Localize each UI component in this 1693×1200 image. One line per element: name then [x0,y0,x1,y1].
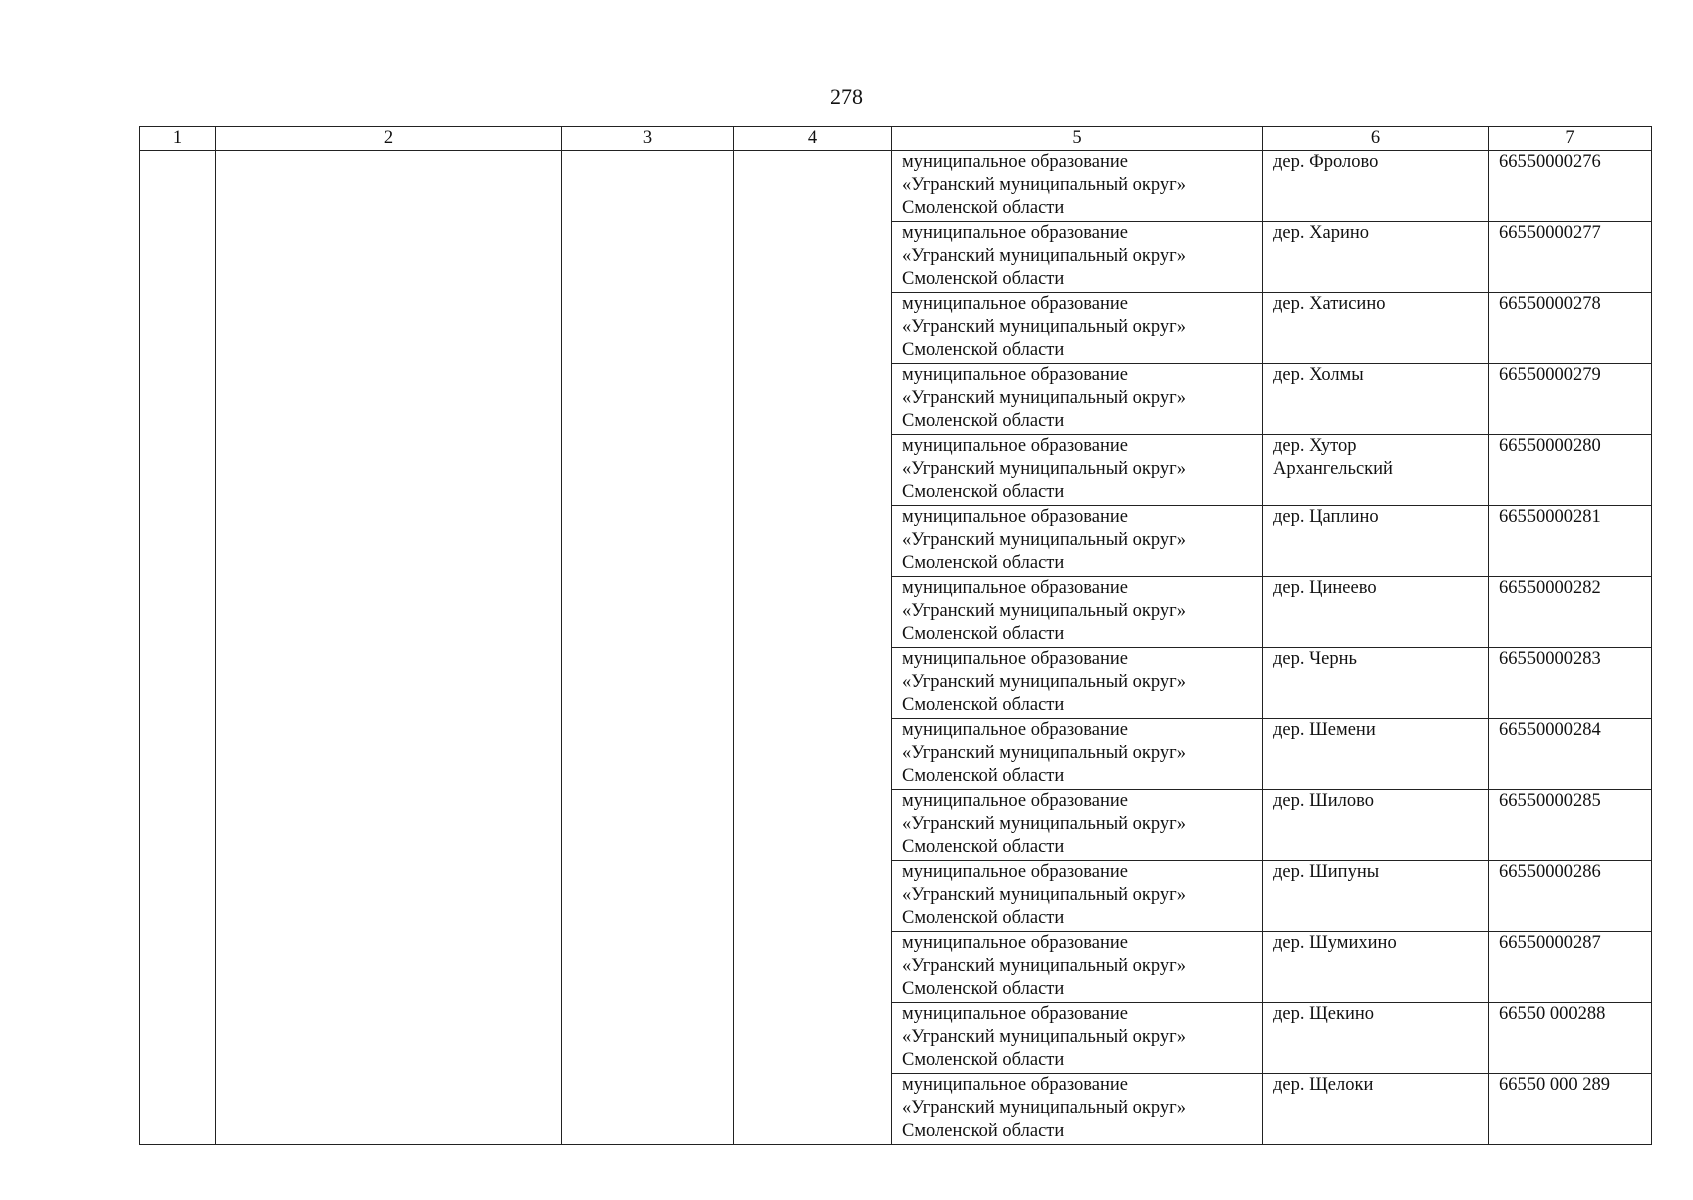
column-1-cell [140,151,216,1145]
municipal-entity-line: «Угранский муниципальный округ» [902,1098,1186,1118]
locality-cell [1263,648,1489,719]
oktmo-code-cell [1489,790,1652,861]
page-number: 278 [830,84,863,109]
locality-line: дер. Шемени [1273,720,1376,740]
table-body [140,151,1652,1145]
locality-line: дер. Щелоки [1273,1075,1374,1095]
municipal-entity-line: муниципальное образование [902,294,1129,314]
oktmo-code: 66550000276 [1499,152,1601,172]
locality-cell [1263,435,1489,506]
municipal-entity-line: Смоленской области [902,766,1065,786]
municipal-entity-cell [892,364,1263,435]
oktmo-code: 66550000281 [1499,507,1601,527]
municipal-entity-line: муниципальное образование [902,649,1129,669]
municipal-entity-line: муниципальное образование [902,933,1129,953]
municipal-entity-line: «Угранский муниципальный округ» [902,1027,1186,1047]
oktmo-code-cell [1489,506,1652,577]
locality-line: дер. Цинеево [1273,578,1377,598]
municipal-entity-line: Смоленской области [902,482,1065,502]
municipal-entity-line: Смоленской области [902,695,1065,715]
municipal-entity-cell [892,790,1263,861]
locality-cell [1263,790,1489,861]
oktmo-code: 66550000279 [1499,365,1601,385]
locality-line: дер. Холмы [1273,365,1364,385]
locality-cell [1263,577,1489,648]
locality-line: дер. Хутор [1273,436,1357,456]
oktmo-code: 66550000284 [1499,720,1601,740]
locality-cell [1263,506,1489,577]
municipal-entity-line: муниципальное образование [902,507,1129,527]
oktmo-code-cell [1489,1003,1652,1074]
municipal-entity-line: «Угранский муниципальный округ» [902,601,1186,621]
municipal-entity-line: «Угранский муниципальный округ» [902,175,1186,195]
oktmo-code: 66550000278 [1499,294,1601,314]
column-header: 3 [562,127,734,151]
column-header: 2 [216,127,562,151]
municipal-entity-line: муниципальное образование [902,152,1129,172]
locality-line: Архангельский [1273,459,1393,479]
municipal-entity-line: муниципальное образование [902,365,1129,385]
municipal-entity-cell [892,435,1263,506]
locality-cell [1263,222,1489,293]
locality-cell [1263,861,1489,932]
oktmo-code: 66550000285 [1499,791,1601,811]
municipal-entity-line: «Угранский муниципальный округ» [902,317,1186,337]
column-header: 7 [1489,127,1652,151]
municipal-entity-cell [892,932,1263,1003]
oktmo-code: 66550000280 [1499,436,1601,456]
municipal-entity-cell [892,719,1263,790]
settlements-table [139,126,1652,1145]
column-4-cell [734,151,892,1145]
municipal-entity-line: Смоленской области [902,908,1065,928]
municipal-entity-line: Смоленской области [902,269,1065,289]
oktmo-code-cell [1489,1074,1652,1145]
oktmo-code: 66550 000 289 [1499,1075,1610,1095]
locality-line: дер. Шилово [1273,791,1375,811]
oktmo-code-cell [1489,222,1652,293]
oktmo-code: 66550000283 [1499,649,1601,669]
oktmo-code: 66550 000288 [1499,1004,1606,1024]
column-header: 4 [734,127,892,151]
municipal-entity-line: муниципальное образование [902,1004,1129,1024]
locality-line: дер. Хатисино [1273,294,1386,314]
municipal-entity-line: «Угранский муниципальный округ» [902,246,1186,266]
locality-cell [1263,1003,1489,1074]
locality-line: дер. Шумихино [1273,933,1397,953]
oktmo-code-cell [1489,719,1652,790]
municipal-entity-line: «Угранский муниципальный округ» [902,814,1186,834]
municipal-entity-line: «Угранский муниципальный округ» [902,530,1186,550]
municipal-entity-line: Смоленской области [902,553,1065,573]
municipal-entity-cell [892,648,1263,719]
municipal-entity-line: Смоленской области [902,837,1065,857]
locality-cell [1263,932,1489,1003]
municipal-entity-line: «Угранский муниципальный округ» [902,672,1186,692]
oktmo-code-cell [1489,577,1652,648]
oktmo-code-cell [1489,151,1652,222]
municipal-entity-line: муниципальное образование [902,720,1129,740]
municipal-entity-line: Смоленской области [902,411,1065,431]
municipal-entity-cell [892,506,1263,577]
oktmo-code-cell [1489,648,1652,719]
municipal-entity-line: «Угранский муниципальный округ» [902,956,1186,976]
oktmo-code: 66550000282 [1499,578,1601,598]
locality-line: дер. Цаплино [1273,507,1379,527]
municipal-entity-line: Смоленской области [902,340,1065,360]
municipal-entity-line: «Угранский муниципальный округ» [902,459,1186,479]
municipal-entity-line: «Угранский муниципальный округ» [902,388,1186,408]
locality-line: дер. Чернь [1273,649,1357,669]
locality-cell [1263,151,1489,222]
municipal-entity-cell [892,293,1263,364]
municipal-entity-line: муниципальное образование [902,791,1129,811]
municipal-entity-line: муниципальное образование [902,862,1129,882]
municipal-entity-line: Смоленской области [902,624,1065,644]
locality-line: дер. Фролово [1273,152,1379,172]
municipal-entity-cell [892,1003,1263,1074]
column-3-cell [562,151,734,1145]
oktmo-code: 66550000286 [1499,862,1601,882]
municipal-entity-line: муниципальное образование [902,223,1129,243]
municipal-entity-line: муниципальное образование [902,578,1129,598]
municipal-entity-cell [892,222,1263,293]
locality-line: дер. Щекино [1273,1004,1375,1024]
municipal-entity-line: «Угранский муниципальный округ» [902,743,1186,763]
oktmo-code: 66550000277 [1499,223,1601,243]
municipal-entity-line: муниципальное образование [902,436,1129,456]
column-numbers-row [140,127,1652,151]
municipal-entity-cell [892,577,1263,648]
municipal-entity-line: Смоленской области [902,198,1065,218]
oktmo-code-cell [1489,293,1652,364]
locality-line: дер. Шипуны [1273,862,1380,882]
locality-cell [1263,364,1489,435]
oktmo-code: 66550000287 [1499,933,1601,953]
municipal-entity-cell [892,861,1263,932]
oktmo-code-cell [1489,364,1652,435]
locality-cell [1263,293,1489,364]
column-header: 1 [140,127,216,151]
oktmo-code-cell [1489,435,1652,506]
municipal-entity-line: «Угранский муниципальный округ» [902,885,1186,905]
municipal-entity-cell [892,1074,1263,1145]
oktmo-code-cell [1489,861,1652,932]
municipal-entity-line: Смоленской области [902,1121,1065,1141]
column-header: 6 [1263,127,1489,151]
locality-cell [1263,719,1489,790]
table-row [140,151,1652,222]
municipal-entity-cell [892,151,1263,222]
municipal-entity-line: Смоленской области [902,979,1065,999]
municipal-entity-line: муниципальное образование [902,1075,1129,1095]
municipal-entity-line: Смоленской области [902,1050,1065,1070]
locality-cell [1263,1074,1489,1145]
locality-line: дер. Харино [1273,223,1369,243]
oktmo-code-cell [1489,932,1652,1003]
column-header: 5 [892,127,1263,151]
column-2-cell [216,151,562,1145]
